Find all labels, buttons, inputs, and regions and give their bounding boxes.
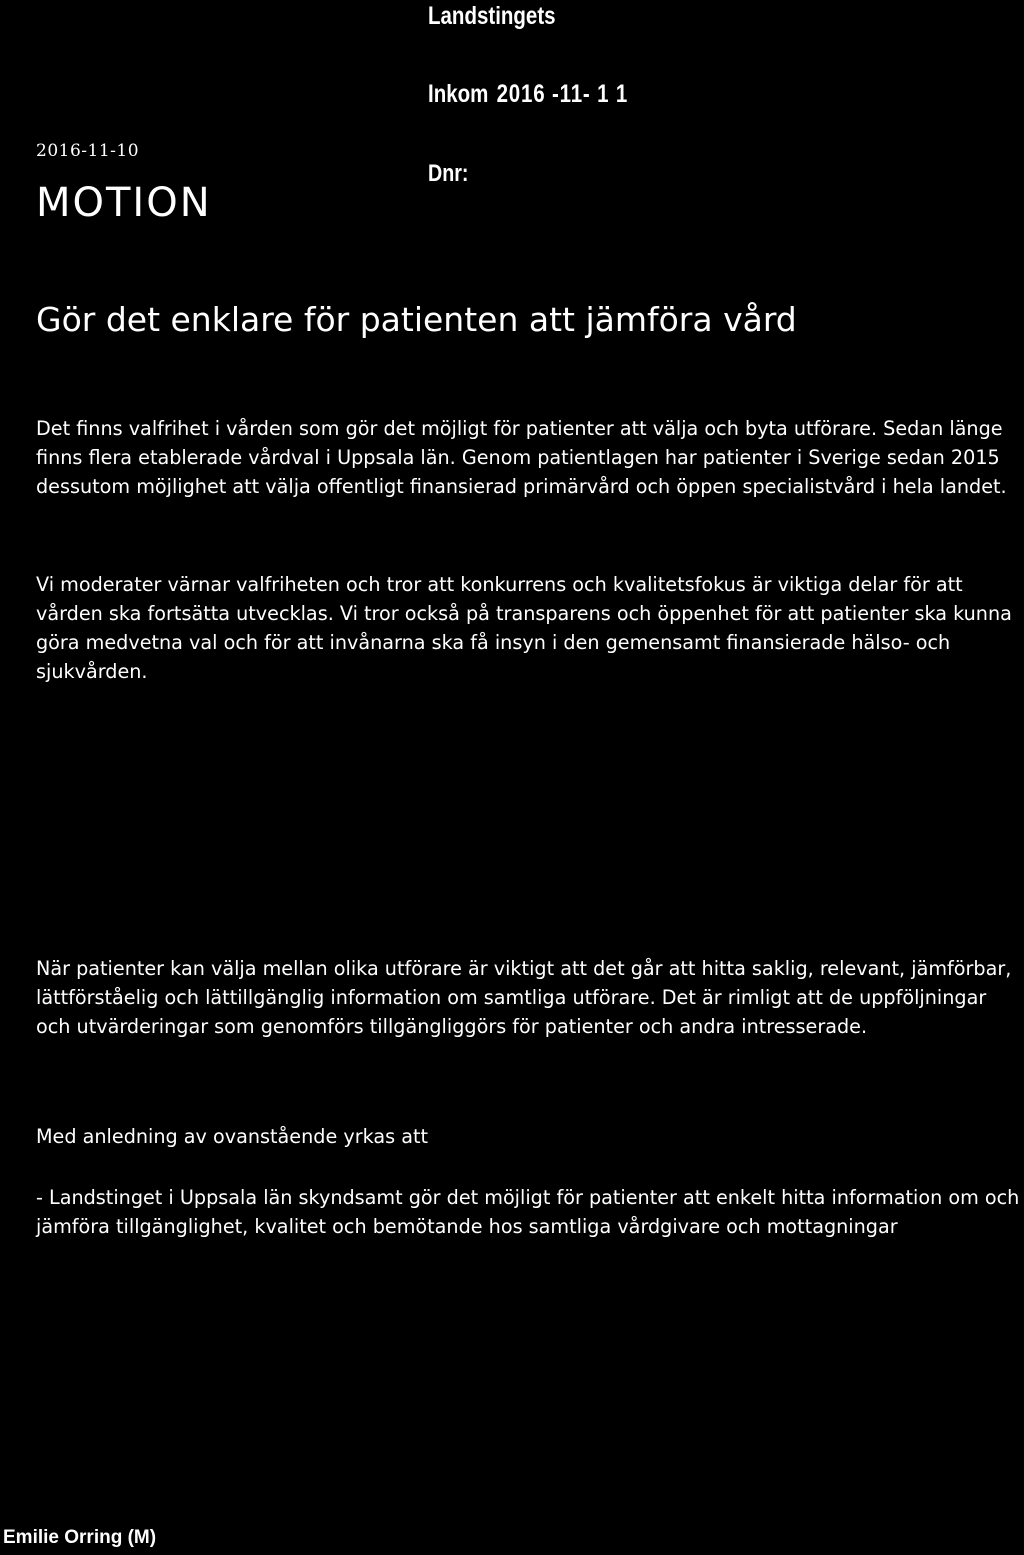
paragraph-yrkande-intro: Med anledning av ovanstående yrkas att [36, 1125, 429, 1148]
signature: Emilie Orring (M) [3, 1527, 157, 1548]
stamp-organization: Landstingets [428, 2, 556, 30]
stamp-received-date: 2016 -11- 1 1 [496, 80, 629, 108]
paragraph-valfrihet: Det finns valfrihet i vården som gör det möjligt för patienter att välja och byta utförare. Sedan länge finns flera etablerade vårdval i Uppsala län. Genom patientlagen har patienter i Sverige sedan 2015 dessutom möjlighet att välja offentligt finansierad primärvård och öppen specialistvård i hela landet. [36, 417, 1007, 498]
document-date: 2016-11-10 [36, 141, 140, 161]
paragraph-yrkande: - Landstinget i Uppsala län skyndsamt gör det möjligt för patienter att enkelt hitta information om och jämföra tillgänglighet, kvalitet och bemötande hos samtliga vårdgivare och mottagningar [36, 1186, 1020, 1238]
document-title: Gör det enklare för patienten att jämföra vård [36, 300, 797, 339]
stamp-received-label: Inkom [428, 80, 489, 108]
stamp-received [428, 80, 628, 109]
paragraph-information: När patienter kan välja mellan olika utförare är viktigt att det går att hitta saklig, relevant, jämförbar, lättförståelig och lättillgänglig information om samtliga utförare. Det är rimligt att de uppföljningar och utvärderingar som genomförs tillgängliggörs för patienter och andra intresserade. [36, 957, 1012, 1038]
stamp-dnr-label: Dnr: [428, 160, 469, 187]
paragraph-moderater: Vi moderater värnar valfriheten och tror att konkurrens och kvalitetsfokus är viktiga delar för att vården ska fortsätta utvecklas. Vi tror också på transparens och öppenhet för att patienter ska kunna göra medvetna val och för att invånarna ska få insyn i den gemensamt finansierade hälso- och sjukvården. [36, 573, 1012, 683]
document-type: MOTION [36, 180, 212, 226]
